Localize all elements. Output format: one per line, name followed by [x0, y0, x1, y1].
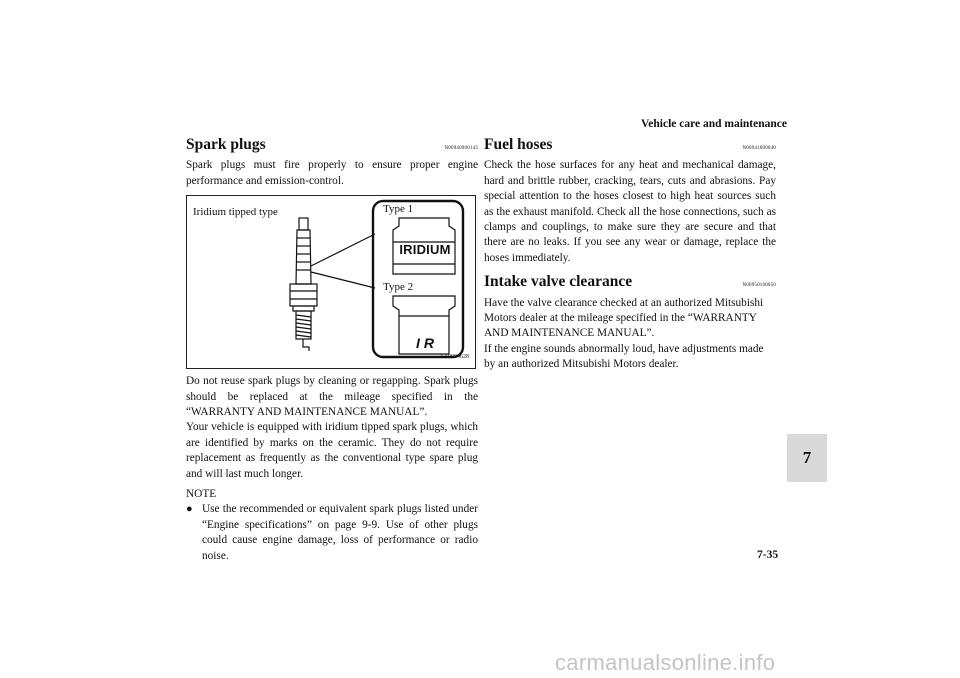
- figure-caption: Iridium tipped type: [193, 206, 278, 219]
- type1-label: Type 1: [383, 203, 414, 216]
- chapter-tab: 7: [787, 434, 827, 482]
- watermark: carmanualsonline.info: [555, 650, 776, 675]
- fuel-hoses-heading: [484, 137, 776, 156]
- type2-label: Type 2: [383, 281, 414, 294]
- bullet-icon: ●: [186, 503, 193, 516]
- section-title: Intake valve clearance: [484, 273, 633, 291]
- running-header: Vehicle care and maintenance: [641, 118, 787, 130]
- spark-para-2: Your vehicle is equipped with iridium tipped spark plugs, which are identified by marks on the ceramic. They do not require replacement as frequently as the conventional type spare plug and will last much longer.: [186, 421, 478, 480]
- spark-intro: Spark plugs must fire properly to ensure proper engine performance and emission-control.: [186, 159, 478, 187]
- figure-code: AA0004628: [439, 353, 469, 360]
- page-number: 7-35: [757, 549, 779, 561]
- spark-plugs-heading: [186, 137, 478, 156]
- section-code: N00950100050: [742, 283, 776, 289]
- intake-valve-heading: [484, 274, 776, 293]
- spark-para-1: Do not reuse spark plugs by cleaning or regapping. Spark plugs should be replaced at the mileage specified in the “WARRANTY AND MAINTENANCE MANUAL”.: [186, 375, 478, 419]
- section-code: N00941000040: [742, 146, 776, 151]
- ir-marking: I R: [416, 335, 434, 352]
- section-title: Spark plugs: [186, 136, 266, 153]
- fuel-text: Check the hose surfaces for any heat and mechanical damage, hard and brittle rubber, cracking, tears, cuts and abrasions. Pay special attention to the hoses closest to high heat sources such as the exhaust manifold. Check all the hose connections, such as clamps and couplings, to make sure they are secure and that there are no leaks. If you see any wear or damage, replace the hoses immediately.: [484, 159, 776, 264]
- note-label: NOTE: [186, 488, 217, 501]
- intake-para-1: Have the valve clearance checked at an authorized Mitsubishi Motors dealer at the mileage specified in the “WARRANTY AND MAINTENANCE MANUAL”.: [484, 296, 764, 340]
- note-text: Use the recommended or equivalent spark plugs listed under “Engine specifications” on page 9-9. Use of other plugs could cause engine damage, loss of performance or radio noise.: [202, 503, 478, 562]
- spark-plug-figure: [186, 195, 476, 369]
- left-column: [186, 137, 478, 564]
- section-code: N00940900143: [444, 146, 478, 151]
- section-title: Fuel hoses: [484, 136, 553, 153]
- intake-para-2: If the engine sounds abnormally loud, have adjustments made by an authorized Mitsubishi Motors dealer.: [484, 342, 764, 371]
- right-column: [484, 137, 776, 373]
- note-item: [186, 502, 478, 564]
- iridium-marking: IRIDIUM: [399, 242, 451, 258]
